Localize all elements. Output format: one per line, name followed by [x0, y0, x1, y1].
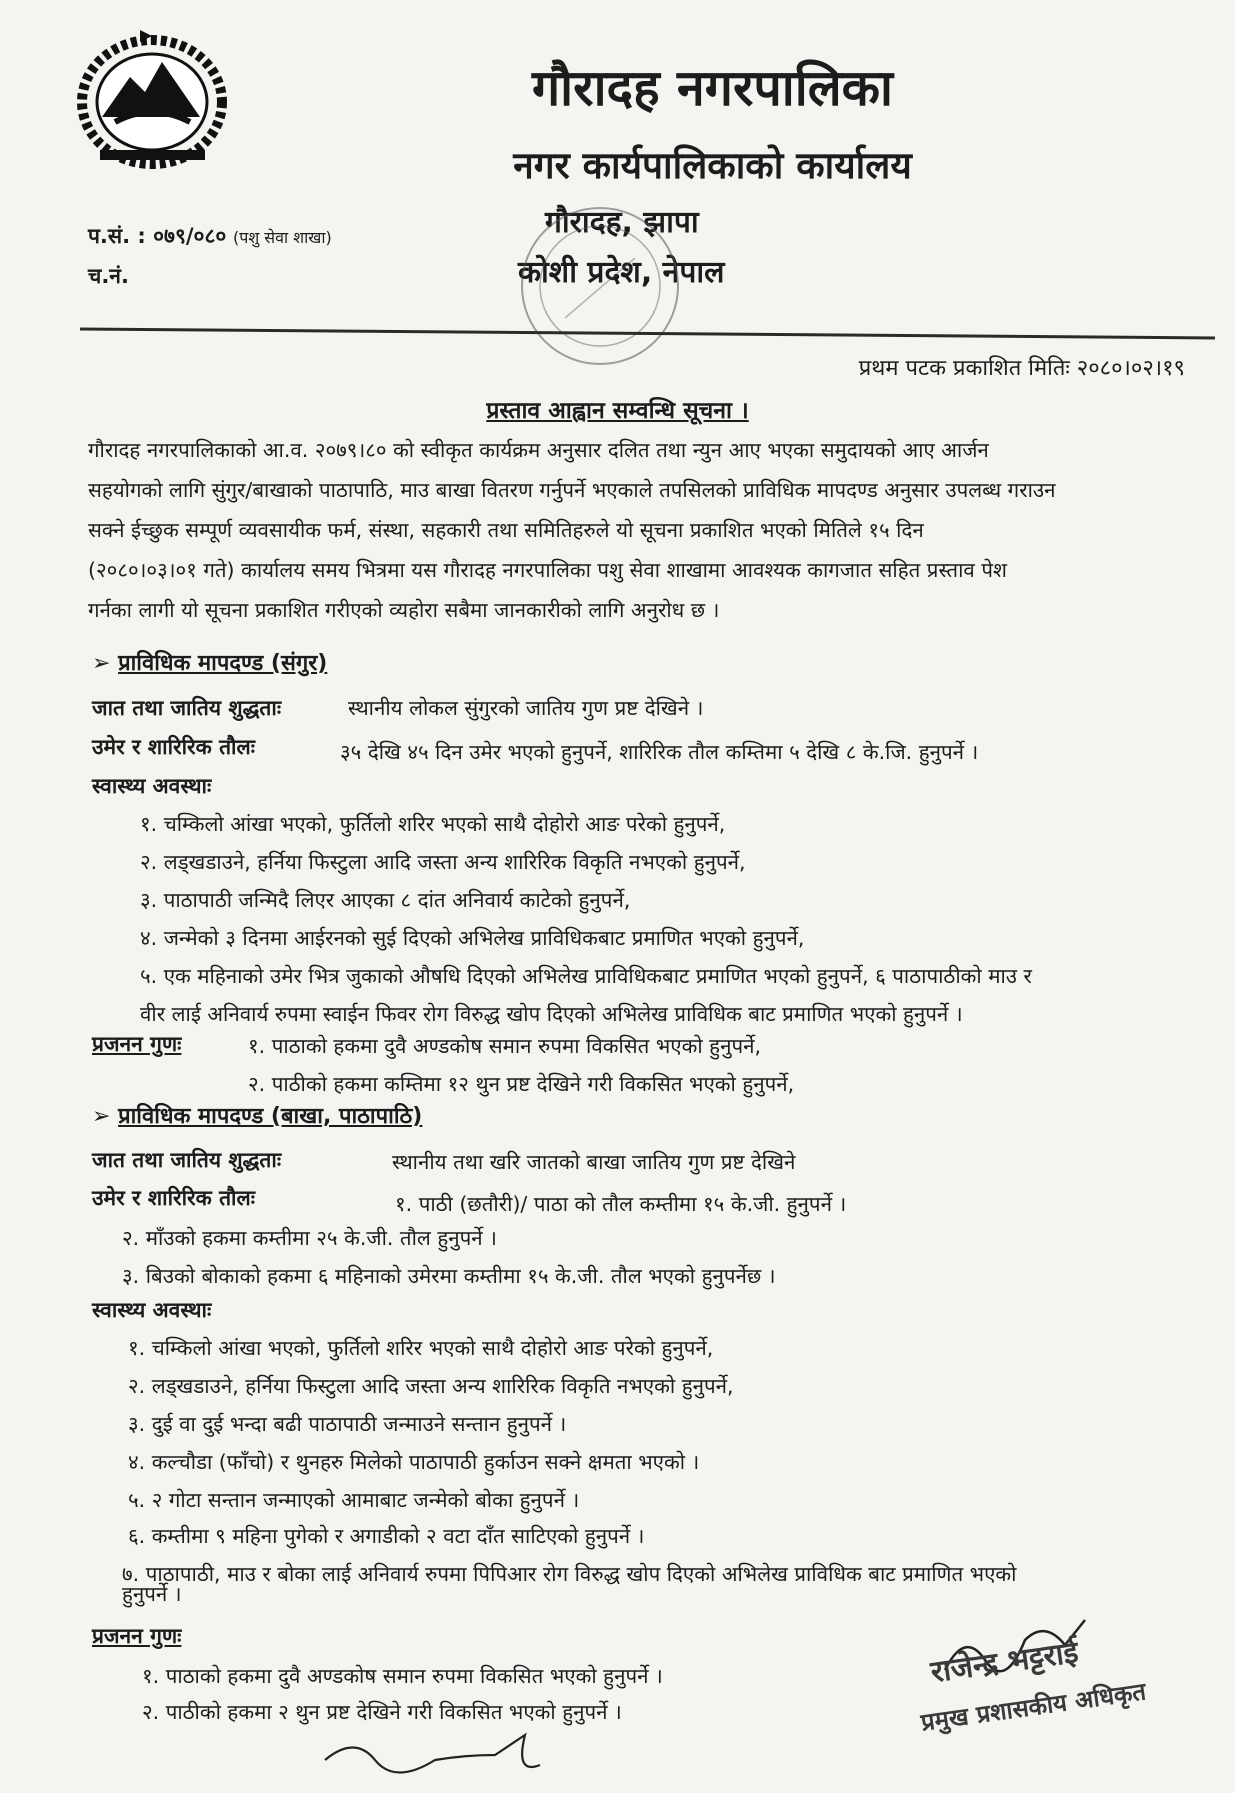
dispatch-number: च.नं. [88, 264, 129, 288]
goat-heading-text: प्राविधिक मापदण्ड (बाखा, पाठापाठि) [118, 1104, 423, 1129]
office-stamp-icon [505, 198, 695, 373]
goat-breeding-item: २. पाठीको हकमा २ थुन प्रष्ट देखिने गरी विकसित भएको हुनुपर्ने । [142, 1700, 622, 1724]
pig-health-item: ३. पाठापाठी जन्मिदै लिएर आएका ८ दांत अनिवार्य काटेको हुनुपर्ने, [140, 888, 631, 912]
pig-health-item: ४. जन्मेको ३ दिनमा आईरनको सुई दिएको अभिलेख प्राविधिकबाट प्रमाणित भएको हुनुपर्ने, [140, 926, 805, 950]
intro-line: गौरादह नगरपालिकाको आ.व. २०७९।८० को स्वीकृत कार्यक्रम अनुसार दलित तथा न्युन आए भएका समुदायको आए आर्जन [88, 438, 989, 462]
goat-health-item: १. चम्किलो आंखा भएको, फुर्तिलो शरिर भएको साथै दोहोरो आङ परेको हुनुपर्ने, [128, 1336, 714, 1360]
pig-section-heading [92, 647, 327, 677]
notice-subject-text: प्रस्ताव आह्वान सम्वन्धि सूचना । [486, 398, 749, 424]
publication-date: प्रथम पटक प्रकाशित मितिः २०८०।०२।१९ [858, 356, 1185, 381]
goat-breeding-item: १. पाठाको हकमा दुवै अण्डकोष समान रुपमा विकसित भएको हुनुपर्ने । [142, 1664, 663, 1688]
signatory-name: राजेन्द्र भट्टराई [928, 1634, 1081, 1691]
intro-line: गर्नका लागी यो सूचना प्रकाशित गरीएको व्यहोरा सबैमा जानकारीको लागि अनुरोध छ । [88, 598, 720, 622]
pig-age-label: उमेर र शारिरिक तौलः [92, 735, 255, 759]
goat-breed-label: जात तथा जातिय शुद्धताः [92, 1148, 282, 1172]
goat-age-label: उमेर र शारिरिक तौलः [92, 1186, 255, 1210]
arrow-bullet-icon: ➢ [92, 1104, 119, 1129]
pig-health-label: स्वास्थ्य अवस्थाः [92, 774, 212, 798]
pig-health-item: वीर लाई अनिवार्य रुपमा स्वाईन फिवर रोग विरुद्ध खोप दिएको अभिलेख प्राविधिक बाट प्रमाणित भएको हुनुपर्ने । [140, 1002, 963, 1026]
goat-health-label: स्वास्थ्य अवस्थाः [92, 1298, 212, 1322]
goat-age-item: १. पाठी (छतौरी)/ पाठा को तौल कम्तीमा १५ के.जी. हुनुपर्ने । [395, 1192, 847, 1216]
intro-paragraph [88, 430, 1188, 630]
initial-signature-icon [315, 1725, 555, 1785]
pig-health-item: ५. एक महिनाको उमेर भित्र जुकाको औषधि दिएको अभिलेख प्राविधिकबाट प्रमाणित भएको हुनुपर्ने, ६ पाठापाठीको माउ र [140, 964, 1032, 988]
goat-age-item: २. माँउको हकमा कम्तीमा २५ के.जी. तौल हुनुपर्ने । [122, 1226, 497, 1250]
intro-line: सक्ने ईच्छुक सम्पूर्ण व्यवसायीक फर्म, संस्था, सहकारी तथा समितिहरुले यो सूचना प्रकाशित भएको मितिले १५ दिन [88, 518, 924, 542]
pig-breeding-label: प्रजनन गुणः [92, 1032, 182, 1056]
pig-breed-label: जात तथा जातिय शुद्धताः [92, 696, 282, 720]
org-subtitle: नगर कार्यपालिकाको कार्यालय [513, 144, 912, 187]
goat-breeding-label: प्रजनन गुणः [92, 1624, 182, 1648]
arrow-bullet-icon: ➢ [92, 651, 119, 676]
pig-health-item: १. चम्किलो आंखा भएको, फुर्तिलो शरिर भएको साथै दोहोरो आङ परेको हुनुपर्ने, [140, 812, 726, 836]
pig-breed-value: स्थानीय लोकल सुंगुरको जातिय गुण प्रष्ट देखिने । [348, 696, 704, 720]
intro-line: सहयोगको लागि सुंगुर/बाखाको पाठापाठि, माउ बाखा वितरण गर्नुपर्ने भएकाले तपसिलको प्राविधिक मापदण्ड अनुसार उपलब्ध गराउन [88, 478, 1056, 502]
goat-health-item: ३. दुई वा दुई भन्दा बढी पाठापाठी जन्माउने सन्तान हुनुपर्ने । [128, 1412, 567, 1436]
signatory-designation: प्रमुख प्रशासकीय अधिकृत [919, 1677, 1148, 1737]
org-title: गौरादह नगरपालिका [532, 59, 893, 117]
pig-heading-text: प्राविधिक मापदण्ड (संगुर) [118, 651, 328, 676]
goat-health-item: हुनुपर्ने । [122, 1582, 182, 1606]
pig-breeding-item: २. पाठीको हकमा कम्तिमा १२ थुन प्रष्ट देखिने गरी विकसित भएको हुनुपर्ने, [248, 1072, 795, 1096]
goat-health-item: २. लड्खडाउने, हर्निया फिस्टुला आदि जस्ता अन्य शारिरिक विकृति नभएको हुनुपर्ने, [128, 1374, 734, 1398]
ref-number-value: प.सं. : ०७९/०८० [88, 224, 227, 248]
ref-branch: (पशु सेवा शाखा) [232, 228, 332, 247]
goat-health-item: ६. कम्तीमा ९ महिना पुगेको र अगाडीको २ वटा दाँत साटिएको हुनुपर्ने । [128, 1524, 645, 1548]
pig-health-item: २. लड्खडाउने, हर्निया फिस्टुला आदि जस्ता अन्य शारिरिक विकृति नभएको हुनुपर्ने, [140, 850, 746, 874]
goat-section-heading [92, 1100, 422, 1130]
address-line-1: गौरादह, झापा [545, 205, 699, 240]
address-line-2: कोशी प्रदेश, नेपाल [518, 255, 725, 290]
ref-number [88, 222, 332, 250]
goat-health-item: ४. कल्चौडा (फाँचो) र थुनहरु मिलेको पाठापाठी हुर्काउन सक्ने क्षमता भएको । [128, 1450, 700, 1474]
notice-subject [0, 393, 1235, 425]
intro-line: (२०८०।०३।०१ गते) कार्यालय समय भित्रमा यस गौरादह नगरपालिका पशु सेवा शाखामा आवश्यक कागजात सहित प्रस्ताव पेश [88, 558, 1007, 582]
pig-age-value: ३५ देखि ४५ दिन उमेर भएको हुनुपर्ने, शारिरिक तौल कम्तिमा ५ देखि ८ के.जि. हुनुपर्ने । [340, 740, 979, 764]
goat-health-item: ५. २ गोटा सन्तान जन्माएको आमाबाट जन्मेको बोका हुनुपर्ने । [128, 1488, 580, 1512]
goat-age-item: ३. बिउको बोकाको हकमा ६ महिनाको उमेरमा कम्तीमा १५ के.जी. तौल भएको हुनुपर्नेछ । [122, 1264, 776, 1288]
goat-health-item: ७. पाठापाठी, माउ र बोका लाई अनिवार्य रुपमा पिपिआर रोग विरुद्ध खोप दिएको अभिलेख प्राविधिक बाट प्रमाणित भएको [122, 1562, 1017, 1586]
pig-breeding-item: १. पाठाको हकमा दुवै अण्डकोष समान रुपमा विकसित भएको हुनुपर्ने, [248, 1034, 761, 1058]
goat-breed-value: स्थानीय तथा खरि जातको बाखा जातिय गुण प्रष्ट देखिने [392, 1150, 796, 1174]
